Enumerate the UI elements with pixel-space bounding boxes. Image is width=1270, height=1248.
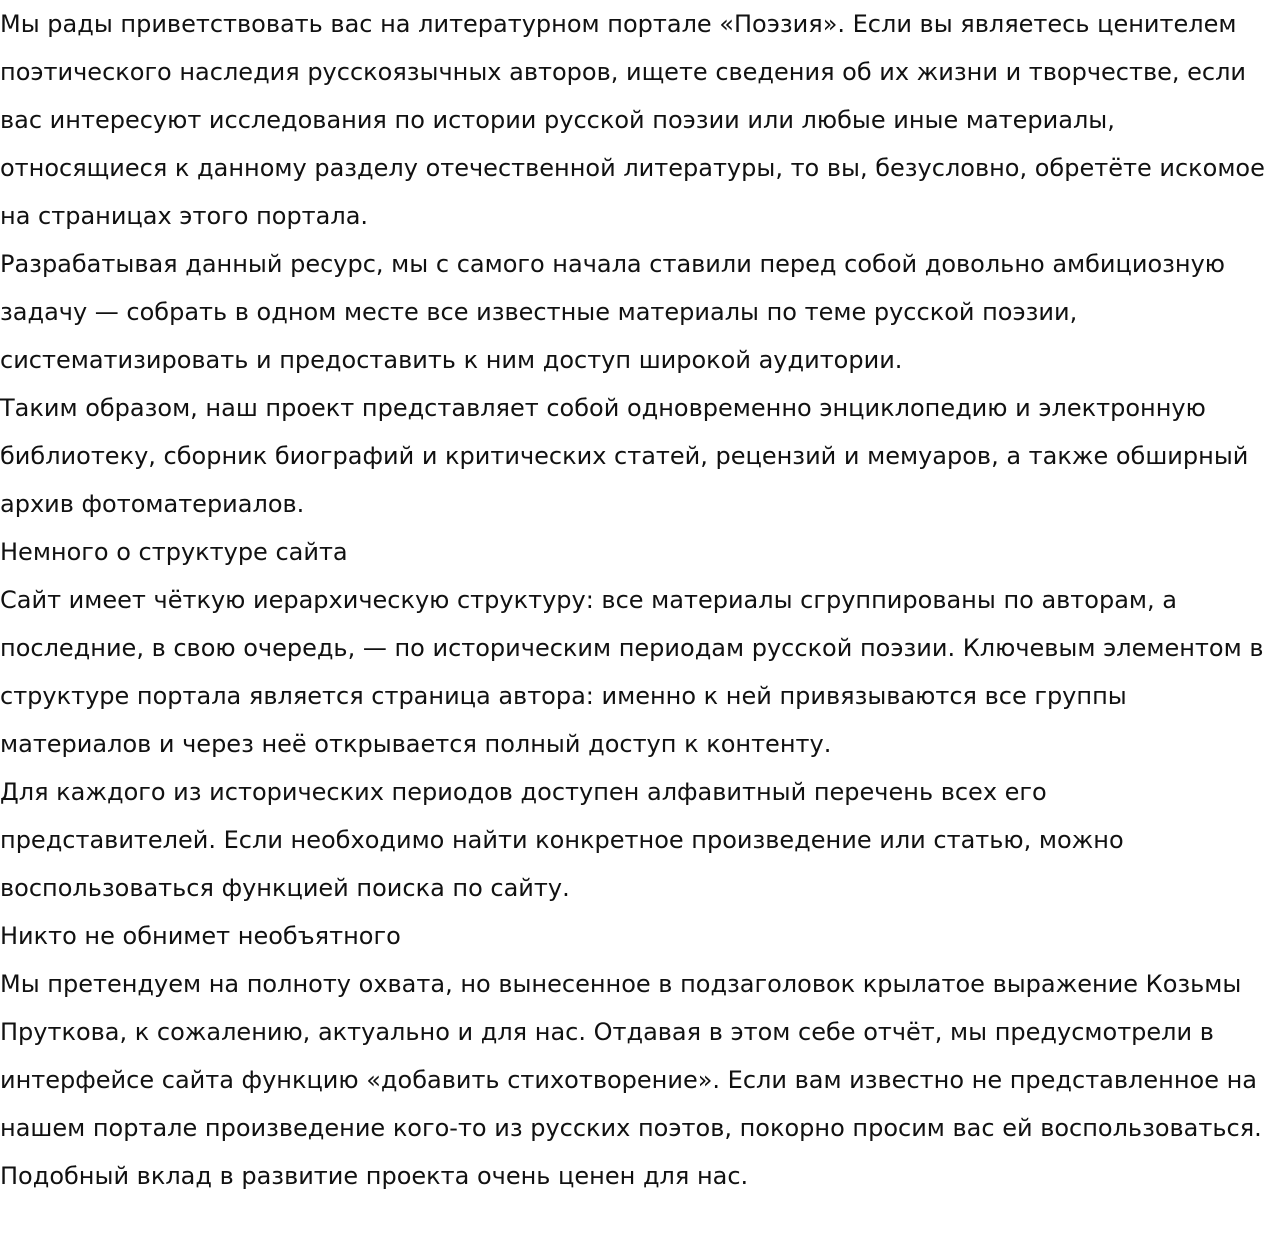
intro-paragraph: Мы рады приветствовать вас на литературном портале «Поэзия». Если вы являетесь ценителем поэтического наследия русскоязычных авторов, ищете сведения об их жизни и творчестве, если вас интересуют исследования по истории русской поэзии или любые иные материалы, относящиеся к данному разделу отечественной литературы, то вы, безусловно, обретёте искомое на страницах этого портала.	[0, 10, 1265, 230]
coverage-heading: Никто не обнимет необъятного	[0, 922, 401, 950]
goal-paragraph: Разрабатывая данный ресурс, мы с самого начала ставили перед собой довольно амбициозную задачу — собрать в одном месте все известные материалы по теме русской поэзии, систематизировать и предоставить к ним доступ широкой аудитории.	[0, 250, 1226, 374]
structure-paragraph: Сайт имеет чёткую иерархическую структуру: все материалы сгруппированы по авторам, а последние, в свою очередь, — по историческим периодам русской поэзии. Ключевым элементом в структуре портала является страница автора: именно к ней привязываются все группы материалов и через неё открывается полный доступ к контенту.	[0, 586, 1264, 758]
add-poem-paragraph: Мы претендуем на полноту охвата, но вынесенное в подзаголовок крылатое выражение Козьмы Пруткова, к сожалению, актуально и для нас. Отдавая в этом себе отчёт, мы предусмотрели в интерфейсе сайта функцию «добавить стихотворение». Если вам известно не представленное на нашем портале произведение кого-то из русских поэтов, покорно просим вас ей воспользоваться. Подобный вклад в развитие проекта очень ценен для нас.	[0, 970, 1262, 1190]
periods-paragraph: Для каждого из исторических периодов доступен алфавитный перечень всех его представителей. Если необходимо найти конкретное произведение или статью, можно воспользоваться функцией поиска по сайту.	[0, 778, 1124, 902]
structure-heading: Немного о структуре сайта	[0, 538, 348, 566]
project-description-paragraph: Таким образом, наш проект представляет собой одновременно энциклопедию и электронную библиотеку, сборник биографий и критических статей, рецензий и мемуаров, а также обширный архив фотоматериалов.	[0, 394, 1249, 518]
